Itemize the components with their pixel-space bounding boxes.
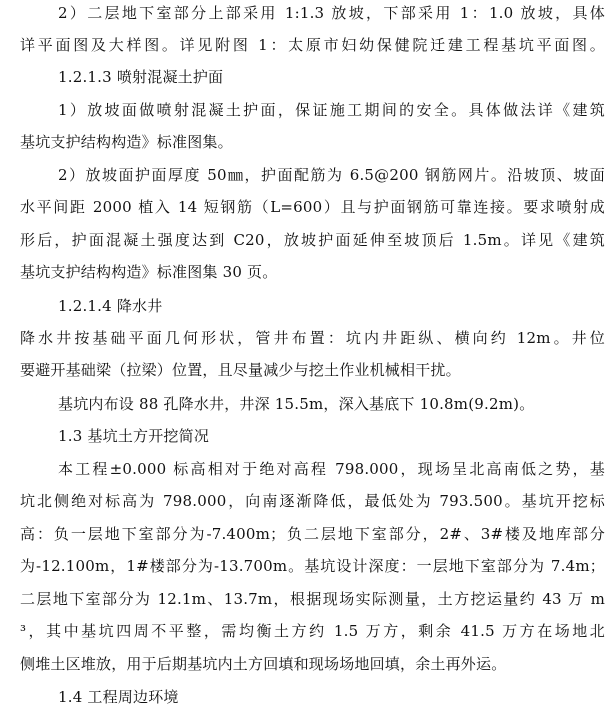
text-line-18: 为-12.100m，1#楼部分为-13.700m。基坑设计深度：一层地下室部分为 7.4m； xyxy=(20,557,605,575)
text-line-1: 2）二层地下室部分上部采用 1:1.3 放坡，下部采用 1：1.0 放坡，具体 xyxy=(58,4,605,22)
text-line-2: 详平面图及大样图。详见附图 1：太原市妇幼保健院迁建工程基坑平面图。 xyxy=(20,36,605,54)
section-heading-1-3: 1.3 基坑土方开挖简况 xyxy=(58,427,210,445)
text-line-5: 基坑支护结构构造》标准图集。 xyxy=(20,133,233,151)
text-line-6: 2）放坡面护面厚度 50㎜，护面配筋为 6.5@200 钢筋网片。沿坡顶、坡面 xyxy=(58,166,605,184)
text-line-12: 要避开基础梁（拉梁）位置，且尽量减少与挖土作业机械相干扰。 xyxy=(20,361,461,379)
text-line-21: 侧堆土区堆放，用于后期基坑内土方回填和现场场地回填，余土再外运。 xyxy=(20,655,507,673)
section-heading-1-2-1-3: 1.2.1.3 喷射混凝土护面 xyxy=(58,68,224,86)
text-line-20: ³，其中基坑四周不平整，需均衡土方约 1.5 万方，剩余 41.5 万方在场地北 xyxy=(20,622,605,640)
section-heading-1-2-1-4: 1.2.1.4 降水井 xyxy=(58,297,163,315)
text-line-9: 基坑支护结构构造》标准图集 30 页。 xyxy=(20,263,278,281)
text-line-8: 形后，护面混凝土强度达到 C20，放坡护面延伸至坡顶后 1.5m。详见《建筑 xyxy=(20,231,605,249)
text-line-11: 降水井按基础平面几何形状，管井布置：坑内井距纵、横向约 12m。井位 xyxy=(20,329,605,347)
text-line-4: 1）放坡面做喷射混凝土护面，保证施工期间的安全。具体做法详《建筑 xyxy=(58,101,605,119)
text-line-17: 高：负一层地下室部分为-7.400m；负二层地下室部分，2#、3#楼及地库部分 xyxy=(20,525,605,543)
section-heading-1-4: 1.4 工程周边环境 xyxy=(58,688,179,706)
text-line-15: 本工程±0.000 标高相对于绝对高程 798.000，现场呈北高南低之势，基 xyxy=(58,460,605,478)
text-line-16: 坑北侧绝对标高为 798.000，向南逐渐降低，最低处为 793.500。基坑开挖标 xyxy=(20,492,605,510)
text-line-19: 二层地下室部分为 12.1m、13.7m，根据现场实际测量，土方挖运量约 43 万 m xyxy=(20,590,605,608)
text-line-7: 水平间距 2000 植入 14 短钢筋（L=600）且与护面钢筋可靠连接。要求喷射成 xyxy=(20,198,605,216)
text-line-13: 基坑内布设 88 孔降水井，井深 15.5m，深入基底下 10.8m(9.2m)。 xyxy=(58,395,535,413)
